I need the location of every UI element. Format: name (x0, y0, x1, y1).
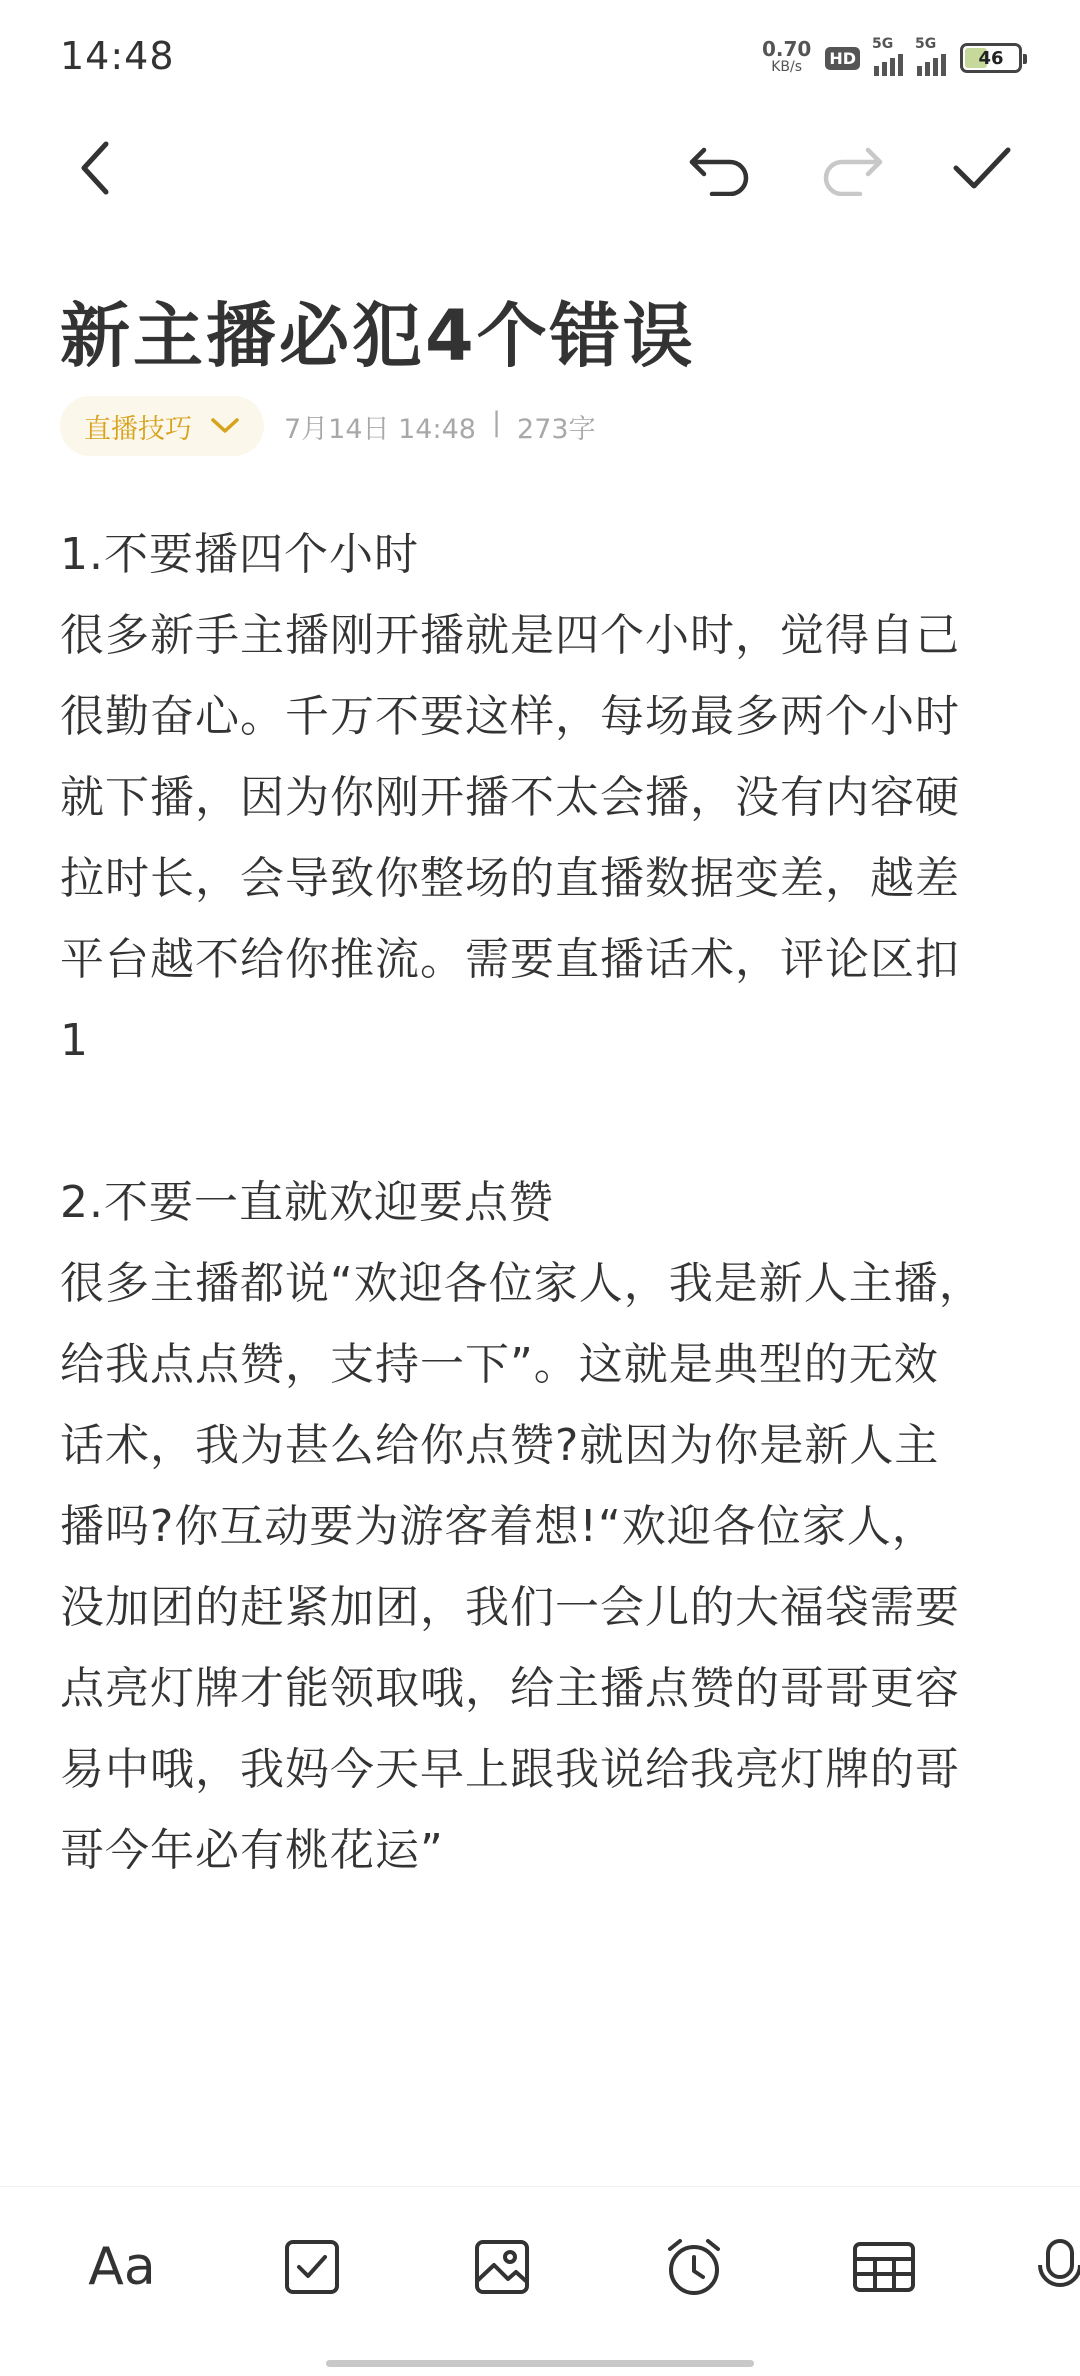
note-title[interactable]: 新主播必犯4个错误 (60, 295, 696, 377)
body-line: 拉时长，会导致你整场的直播数据变差，越差 (60, 853, 960, 904)
meta-separator: | (491, 406, 502, 438)
body-line: 就下播，因为你刚开播不太会播，没有内容硬 (60, 772, 960, 823)
category-selector[interactable] (60, 396, 264, 456)
redo-button[interactable] (812, 128, 892, 208)
insert-table-button[interactable] (844, 2227, 924, 2307)
hd-voice-icon: HD (825, 47, 860, 70)
insert-image-button[interactable] (462, 2227, 542, 2307)
image-icon (472, 2237, 532, 2297)
checkmark-icon (950, 142, 1014, 194)
text-format-button[interactable] (82, 2227, 162, 2307)
microphone-icon (1034, 2235, 1080, 2299)
reminder-button[interactable] (654, 2227, 734, 2307)
body-line: 很勤奋心。千万不要这样，每场最多两个小时 (60, 691, 960, 742)
network-speed-value: 0.70 (761, 37, 812, 61)
battery-icon (960, 43, 1022, 73)
undo-icon (686, 140, 754, 196)
back-button[interactable] (56, 128, 136, 208)
undo-button[interactable] (680, 128, 760, 208)
category-label: 直播技巧 (84, 413, 192, 445)
body-line: 没加团的赶紧加团，我们一会儿的大福袋需要 (60, 1582, 960, 1633)
network-speed-unit: KB/s (771, 59, 803, 75)
checkbox-icon (282, 2237, 342, 2297)
note-meta (60, 396, 596, 456)
body-line: 很多主播都说“欢迎各位家人，我是新人主播， (60, 1258, 984, 1309)
font-icon: Aa (88, 2237, 156, 2297)
chevron-down-icon (210, 417, 240, 435)
body-line: 点亮灯牌才能领取哦，给主播点赞的哥哥更容 (60, 1663, 960, 1714)
sim2-network-label: 5G (915, 36, 937, 52)
note-body[interactable] (60, 514, 1024, 1891)
note-date: 7月14日 14:48 (284, 413, 476, 445)
section-heading: 1.不要播四个小时 (60, 529, 419, 580)
format-toolbar (0, 2186, 1080, 2376)
signal-sim2-icon (915, 36, 946, 76)
body-line: 平台越不给你推流。需要直播话术，评论区扣 (60, 934, 960, 985)
done-button[interactable] (942, 128, 1022, 208)
checklist-button[interactable] (272, 2227, 352, 2307)
note-meta-info (284, 407, 596, 446)
status-time: 14:48 (60, 34, 175, 78)
redo-icon (818, 140, 886, 196)
body-line: 话术，我为甚么给你点赞?就因为你是新人主 (60, 1420, 940, 1471)
chevron-left-icon (72, 138, 120, 198)
table-icon (851, 2239, 917, 2295)
status-bar (0, 0, 1080, 116)
sim1-network-label: 5G (872, 36, 894, 52)
body-line: 很多新手主播刚开播就是四个小时，觉得自己 (60, 610, 960, 661)
alarm-clock-icon (662, 2235, 726, 2299)
word-count: 273字 (517, 413, 596, 445)
editor-toolbar (0, 116, 1080, 220)
blank-line (60, 1081, 1024, 1162)
signal-sim1-icon (872, 36, 903, 76)
section-heading: 2.不要一直就欢迎要点赞 (60, 1177, 554, 1228)
home-indicator[interactable] (326, 2360, 754, 2367)
voice-input-button[interactable] (1034, 2227, 1080, 2307)
body-line: 易中哦，我妈今天早上跟我说给我亮灯牌的哥 (60, 1744, 960, 1795)
status-indicators (762, 34, 1022, 82)
battery-level: 46 (978, 47, 1004, 69)
body-line: 播吗?你互动要为游客着想!“欢迎各位家人， (60, 1501, 937, 1552)
body-line: 1 (60, 1015, 89, 1066)
body-line: 给我点点赞，支持一下”。这就是典型的无效 (60, 1339, 939, 1390)
body-line: 哥今年必有桃花运” (60, 1825, 444, 1876)
network-speed (761, 37, 812, 76)
